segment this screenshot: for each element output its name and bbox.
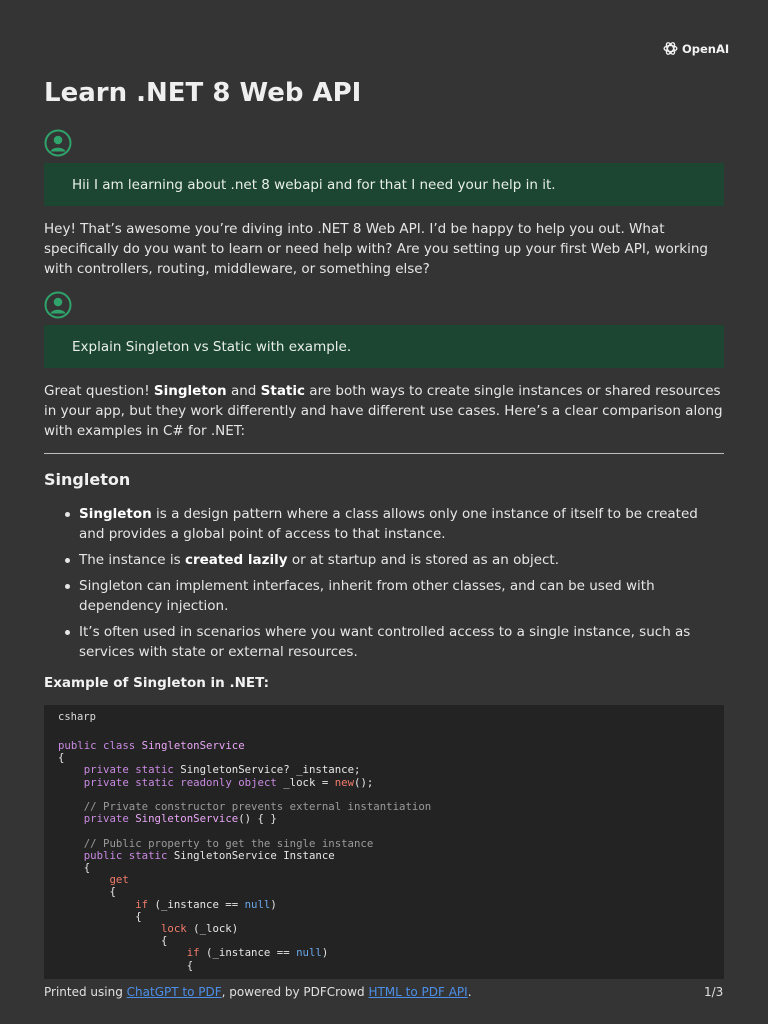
assistant-answer-intro: Great question! Singleton and Static are both ways to create single instances or shared resources in your app, but they work differently and have different use cases. Here’s a clear comparison along with examples in C# for .NET: — [44, 383, 723, 439]
page-title: Learn .NET 8 Web API — [44, 78, 362, 108]
user-avatar-icon — [44, 291, 72, 319]
list-item: Singleton is a design pattern where a class allows only one instance of itself to be created and provides a global point of access to that instance. — [44, 504, 724, 544]
user-message-text: Explain Singleton vs Static with example. — [72, 338, 352, 355]
list-item: The instance is created lazily or at startup and is stored as an object. — [44, 550, 724, 570]
user-message — [44, 325, 724, 368]
html-to-pdf-api-link[interactable]: HTML to PDF API — [368, 985, 468, 999]
openai-logo — [662, 40, 729, 57]
user-avatar-icon — [44, 129, 72, 157]
divider — [44, 453, 724, 454]
bullet-list — [44, 504, 724, 668]
example-heading: Example of Singleton in .NET: — [44, 675, 270, 691]
code-block — [44, 705, 724, 979]
logo-text: OpenAI — [682, 41, 730, 56]
user-message-text: Hii I am learning about .net 8 webapi and for that I need your help in it. — [72, 176, 556, 193]
openai-logo-icon — [662, 40, 679, 57]
assistant-message: Hey! That’s awesome you’re diving into .NET 8 Web API. I’d be happy to help you out. What specifically do you want to learn or need help with? Are you setting up your first Web API, working with controllers, routing, middleware, or something else? — [44, 221, 708, 277]
chatgpt-to-pdf-link[interactable]: ChatGPT to PDF — [126, 985, 222, 999]
page-number: 1/3 — [704, 985, 724, 999]
code-language-label: csharp — [58, 711, 96, 723]
list-item: It’s often used in scenarios where you want controlled access to a single instance, such as services with state or external resources. — [44, 622, 724, 662]
section-heading: Singleton — [44, 470, 131, 489]
code-content: public class SingletonService { private static SingletonService? _instance; private static readonly object _lock = new(); // Private constructor prevents external instantiation private SingletonService() { } // Public property to get the single instance public static SingletonService Instance { get { if (_instance == null) { lock (_lock) { if (_instance == null) { — [58, 739, 432, 972]
footer: Printed using ChatGPT to PDF, powered by PDFCrowd HTML to PDF API. — [44, 985, 472, 999]
list-item: Singleton can implement interfaces, inherit from other classes, and can be used with dependency injection. — [44, 576, 724, 616]
user-message — [44, 163, 724, 206]
